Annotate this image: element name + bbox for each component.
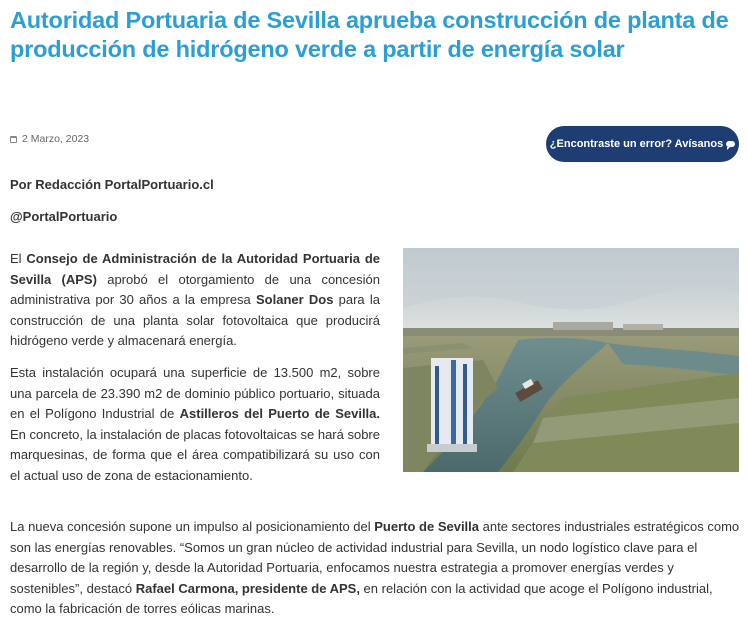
report-error-button[interactable] bbox=[546, 126, 739, 162]
article-photo bbox=[403, 248, 739, 472]
twitter-handle[interactable]: @PortalPortuario bbox=[10, 209, 118, 224]
calendar-icon bbox=[10, 136, 17, 143]
paragraph-3: La nueva concesión supone un impulso al posicionamiento del Puerto de Sevilla ante sectores industriales estratégicos como son las energías renovables. “Somos un gran núcleo de actividad industrial para Sevilla, un nodo logístico clave para el desarrollo de la región y, desde la Autoridad Portuaria, enfocamos nuestra estrategia a promover energías verdes y sostenibles”, destacó Rafael Carmona, presidente de APS, en relación con la actividad que acoge el Polígono industrial, como la fabricación de torres eólicas marinas. bbox=[10, 519, 740, 616]
date-text: 2 Marzo, 2023 bbox=[22, 133, 90, 145]
article-title: Autoridad Portuaria de Sevilla aprueba construcción de planta de producción de hidrógeno verde a partir de energía solar bbox=[10, 7, 729, 62]
paragraph-1: El Consejo de Administración de la Autoridad Portuaria de Sevilla (APS) aprobó el otorgamiento de una concesión administrativa por 30 años a la empresa Solaner Dos para la construcción de una planta solar fotovoltaica que producirá hidrógeno verde y almacenará energía. bbox=[10, 251, 380, 348]
report-error-label: ¿Encontraste un error? Avísanos bbox=[549, 138, 724, 150]
paragraph-2: Esta instalación ocupará una superficie de 13.500 m2, sobre una parcela de 23.390 m2 de dominio público portuario, situada en el Polígono Industrial de Astilleros del Puerto de Sevilla. En concreto, la instalación de placas fotovoltaicas se hará sobre marquesinas, de forma que el área compatibilizará su uso con el actual uso de zona de estacionamiento. bbox=[10, 365, 381, 483]
article-date bbox=[10, 131, 89, 147]
article-byline: Por Redacción PortalPortuario.cl bbox=[10, 177, 214, 192]
chat-bubble-icon bbox=[726, 141, 735, 147]
